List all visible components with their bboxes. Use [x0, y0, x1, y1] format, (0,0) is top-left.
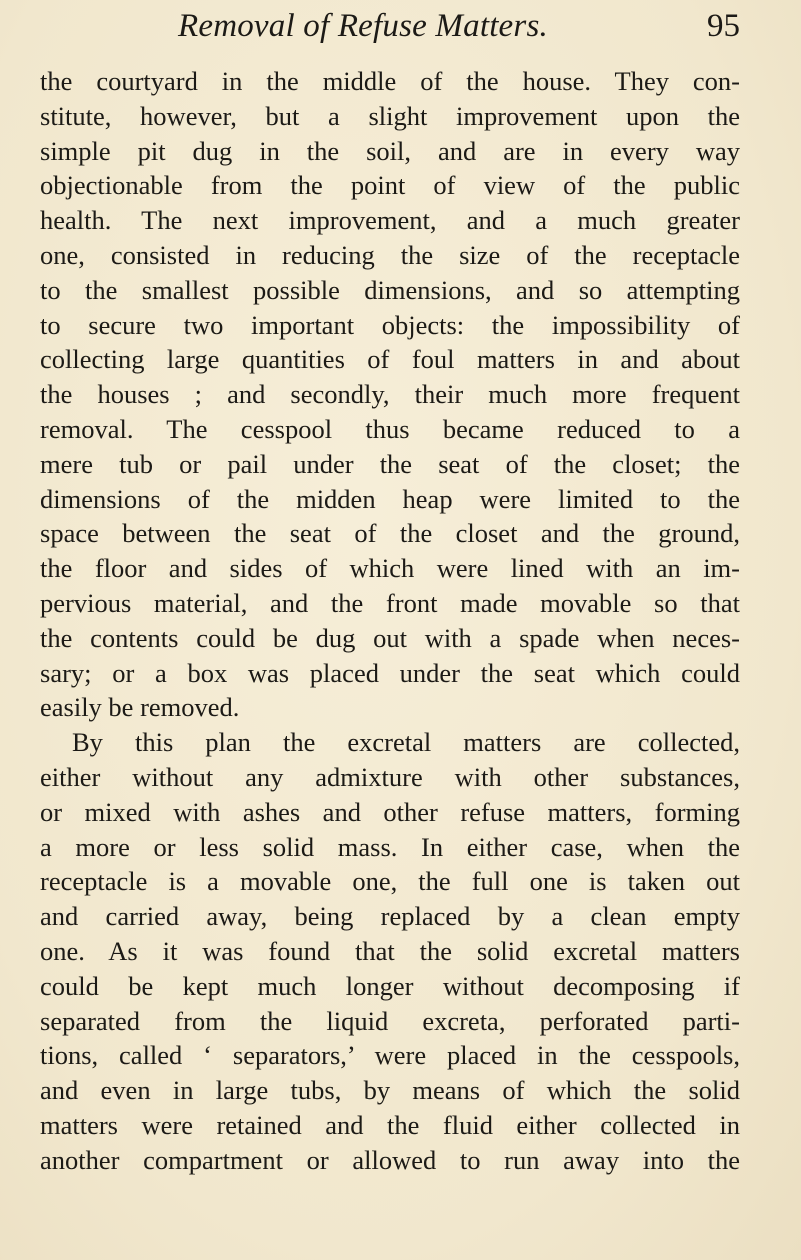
text-line: health. The next improvement, and a much greater [40, 205, 740, 236]
text-line: the floor and sides of which were lined with an im- [40, 553, 740, 584]
text-line: By this plan the excretal matters are collected, [72, 727, 740, 758]
text-line: matters were retained and the fluid either collected in [40, 1109, 740, 1140]
text-line: and carried away, being replaced by a clean empty [40, 901, 740, 932]
text-line: sary; or a box was placed under the seat which could [40, 657, 740, 688]
text-line: another compartment or allowed to run away into the [40, 1144, 740, 1175]
page-number: 95 [707, 8, 740, 44]
running-head: Removal of Refuse Matters. [178, 8, 548, 44]
text-line: receptacle is a movable one, the full one is taken out [40, 866, 740, 897]
text-line: either without any admixture with other substances, [40, 761, 740, 792]
text-line: dimensions of the midden heap were limited to the [40, 483, 740, 514]
text-line: simple pit dug in the soil, and are in every way [40, 135, 740, 166]
text-line: and even in large tubs, by means of which the solid [40, 1075, 740, 1106]
text-line: one. As it was found that the solid excretal matters [40, 935, 740, 966]
text-line: easily be removed. [40, 692, 240, 723]
text-line: to the smallest possible dimensions, and so attempting [40, 274, 740, 305]
text-line: space between the seat of the closet and the ground, [40, 518, 740, 549]
text-line: the courtyard in the middle of the house. They con- [40, 66, 740, 96]
text-line: pervious material, and the front made movable so that [40, 587, 740, 618]
page-header [40, 8, 740, 48]
text-line: one, consisted in reducing the size of the receptacle [40, 239, 740, 270]
text-line: objectionable from the point of view of the public [40, 170, 740, 201]
text-line: to secure two important objects: the impossibility of [40, 309, 740, 340]
text-line: a more or less solid mass. In either case, when the [40, 831, 740, 862]
text-line: the contents could be dug out with a spade when neces- [40, 622, 740, 653]
text-line: could be kept much longer without decomposing if [40, 970, 740, 1001]
text-line: separated from the liquid excreta, perforated parti- [40, 1005, 740, 1036]
text-line: collecting large quantities of foul matters in and about [40, 344, 740, 375]
text-line: mere tub or pail under the seat of the closet; the [40, 448, 740, 479]
text-line: the houses ; and secondly, their much more frequent [40, 379, 740, 410]
text-line: or mixed with ashes and other refuse matters, forming [40, 796, 740, 827]
text-line: stitute, however, but a slight improvement upon the [40, 100, 740, 131]
text-line: tions, called ‘ separators,’ were placed in the cesspools, [40, 1040, 740, 1071]
body-text [40, 64, 740, 1178]
text-line: removal. The cesspool thus became reduced to a [40, 413, 740, 444]
